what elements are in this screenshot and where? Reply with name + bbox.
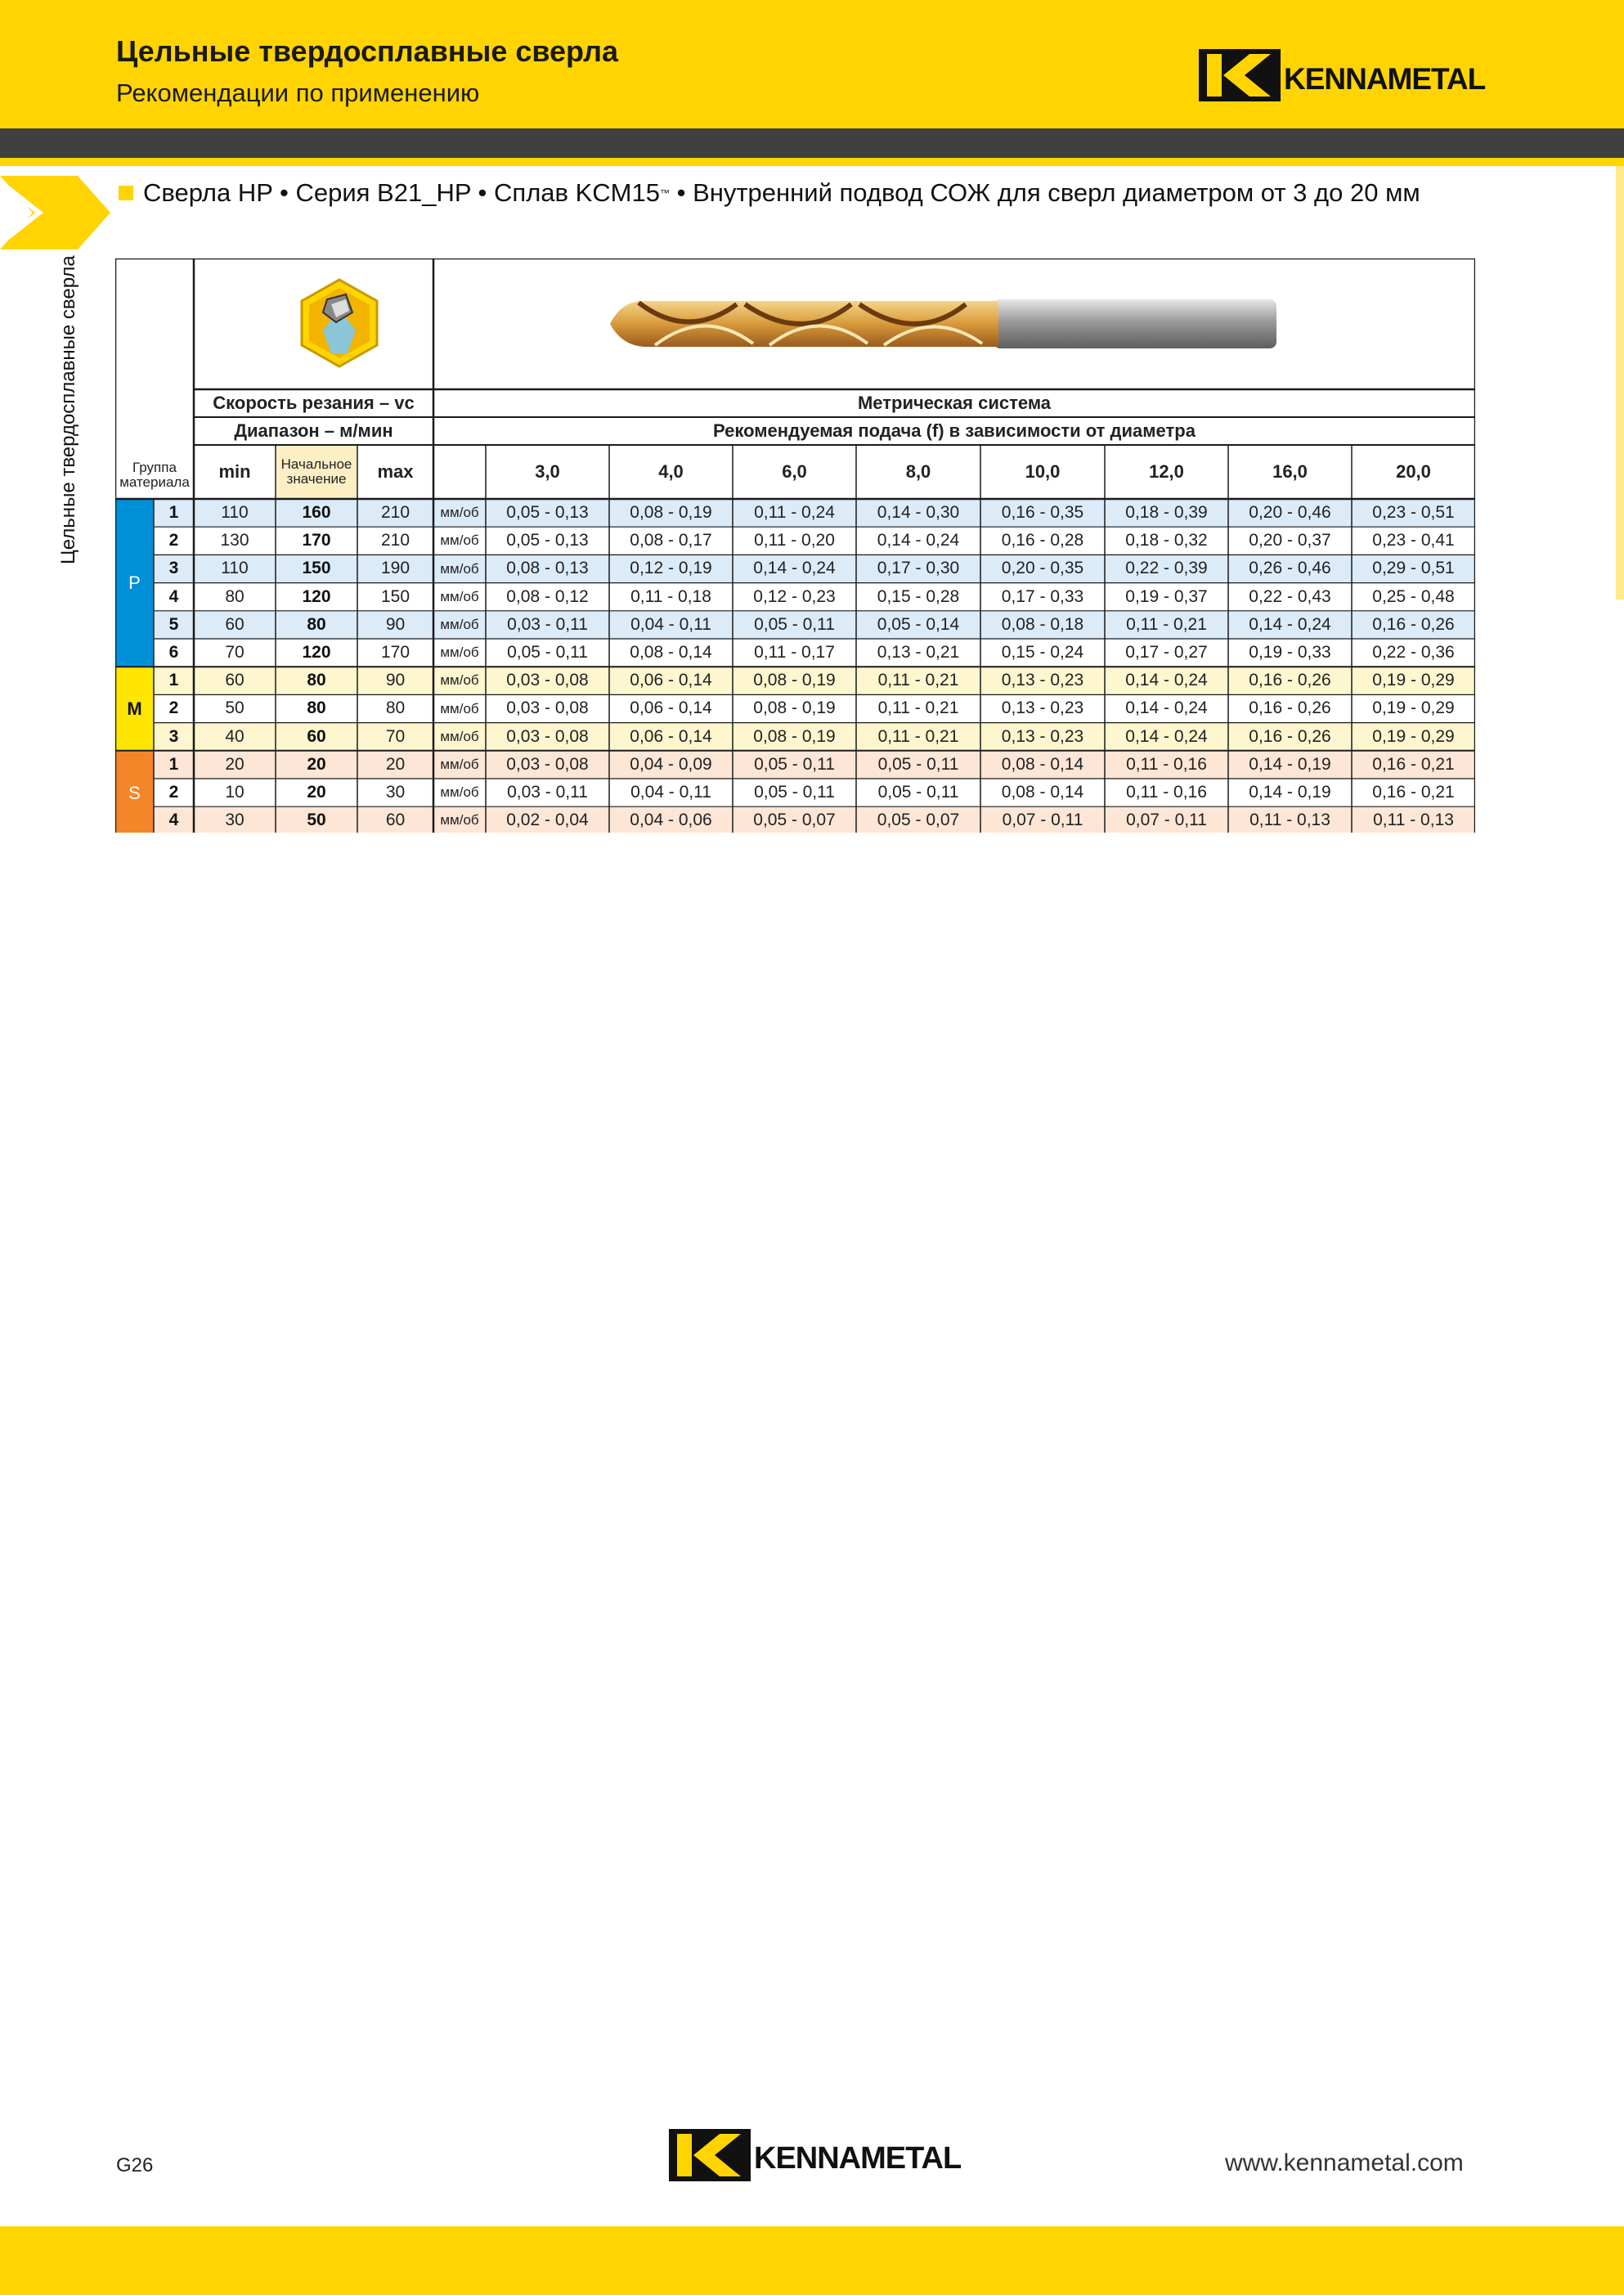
material-sub-number: 1 bbox=[168, 754, 179, 774]
speed-start: 80 bbox=[307, 614, 326, 634]
material-group-p: P bbox=[128, 573, 141, 594]
feed-speed-table bbox=[115, 258, 1475, 833]
feed-value: 0,22 - 0,43 bbox=[1249, 586, 1331, 606]
material-sub-number: 3 bbox=[168, 726, 179, 746]
feed-value: 0,25 - 0,48 bbox=[1372, 586, 1455, 606]
feed-value: 0,08 - 0,18 bbox=[1001, 614, 1084, 634]
feed-value: 0,16 - 0,28 bbox=[1001, 531, 1084, 550]
material-sub-number: 2 bbox=[168, 531, 179, 550]
unit-label: мм/об bbox=[440, 672, 479, 689]
col-max: max bbox=[377, 461, 414, 483]
feed-value: 0,13 - 0,21 bbox=[877, 643, 960, 662]
feed-value: 0,15 - 0,24 bbox=[1001, 643, 1084, 662]
feed-value: 0,13 - 0,23 bbox=[1001, 726, 1084, 746]
speed-max: 90 bbox=[385, 614, 406, 634]
kennametal-k-icon bbox=[669, 2129, 751, 2181]
speed-max: 60 bbox=[385, 811, 406, 830]
feed-value: 0,07 - 0,11 bbox=[1002, 811, 1083, 830]
feed-value: 0,16 - 0,26 bbox=[1249, 726, 1331, 746]
feed-value: 0,15 - 0,28 bbox=[877, 586, 960, 606]
unit-label: мм/об bbox=[440, 812, 479, 829]
material-group-m: M bbox=[127, 698, 142, 719]
material-sub-number: 2 bbox=[168, 698, 179, 718]
feed-value: 0,03 - 0,11 bbox=[507, 614, 588, 634]
speed-max: 190 bbox=[380, 559, 410, 578]
yellow-square-icon bbox=[119, 186, 133, 200]
metric-title: Метрическая система bbox=[857, 393, 1052, 414]
feed-value: 0,20 - 0,35 bbox=[1001, 559, 1084, 578]
feed-value: 0,04 - 0,09 bbox=[630, 754, 712, 774]
kennametal-logo-header bbox=[1199, 49, 1485, 101]
feed-value: 0,14 - 0,24 bbox=[1125, 671, 1208, 690]
material-sub-number: 5 bbox=[168, 614, 179, 634]
col-start: Начальное значение bbox=[280, 456, 352, 487]
speed-min: 40 bbox=[225, 726, 244, 746]
feed-value: 0,03 - 0,08 bbox=[506, 754, 589, 774]
feed-value: 0,18 - 0,32 bbox=[1125, 531, 1208, 550]
speed-start: 50 bbox=[307, 811, 326, 830]
material-sub-number: 4 bbox=[168, 586, 179, 606]
material-group-s: S bbox=[128, 782, 141, 803]
feed-value: 0,08 - 0,13 bbox=[506, 559, 589, 578]
right-edge-stripe bbox=[1616, 166, 1624, 600]
feed-value: 0,29 - 0,51 bbox=[1372, 559, 1455, 578]
feed-value: 0,05 - 0,11 bbox=[754, 783, 835, 802]
speed-max: 70 bbox=[385, 726, 406, 746]
footer-band bbox=[0, 2226, 1624, 2295]
feed-value: 0,08 - 0,19 bbox=[753, 726, 836, 746]
speed-max: 150 bbox=[380, 586, 410, 606]
speed-min: 70 bbox=[225, 643, 244, 662]
feed-value: 0,11 - 0,17 bbox=[754, 643, 835, 662]
speed-start: 60 bbox=[307, 726, 326, 746]
unit-label: мм/об bbox=[440, 756, 479, 772]
feed-value: 0,08 - 0,14 bbox=[630, 643, 712, 662]
section-title-main: Сверла HP • Серия B21_HP • Сплав KCM15 bbox=[143, 178, 660, 207]
feed-value: 0,11 - 0,16 bbox=[1126, 783, 1207, 802]
unit-label: мм/об bbox=[440, 700, 479, 716]
drill-image bbox=[610, 299, 1276, 348]
feed-value: 0,16 - 0,35 bbox=[1001, 503, 1084, 523]
kennametal-wordmark: KENNAMETAL bbox=[754, 2140, 962, 2176]
diameter-header: 20,0 bbox=[1396, 461, 1431, 483]
unit-label: мм/об bbox=[440, 532, 479, 549]
feed-value: 0,16 - 0,26 bbox=[1249, 671, 1331, 690]
feed-value: 0,23 - 0,51 bbox=[1372, 503, 1455, 523]
website-link[interactable]: www.kennametal.com bbox=[1225, 2149, 1464, 2176]
feed-value: 0,19 - 0,29 bbox=[1372, 698, 1455, 718]
speed-start: 20 bbox=[307, 754, 326, 774]
speed-max: 20 bbox=[385, 754, 406, 774]
feed-value: 0,26 - 0,46 bbox=[1249, 559, 1331, 578]
thin-yellow-band bbox=[0, 158, 1624, 166]
feed-value: 0,20 - 0,37 bbox=[1249, 531, 1331, 550]
feed-value: 0,20 - 0,46 bbox=[1249, 503, 1331, 523]
feed-value: 0,08 - 0,17 bbox=[630, 531, 712, 550]
feed-value: 0,13 - 0,23 bbox=[1001, 671, 1084, 690]
unit-label: мм/об bbox=[440, 644, 479, 661]
speed-min: 20 bbox=[225, 754, 244, 774]
diameter-header: 4,0 bbox=[658, 461, 684, 483]
feed-value: 0,06 - 0,14 bbox=[630, 671, 712, 690]
feed-value: 0,08 - 0,14 bbox=[1001, 754, 1084, 774]
material-sub-number: 1 bbox=[168, 671, 179, 690]
speed-min: 60 bbox=[225, 671, 244, 690]
feed-value: 0,06 - 0,14 bbox=[630, 726, 712, 746]
feed-value: 0,05 - 0,07 bbox=[753, 811, 836, 830]
feed-value: 0,07 - 0,11 bbox=[1126, 811, 1207, 830]
speed-start: 120 bbox=[302, 586, 331, 606]
speed-max: 210 bbox=[380, 503, 410, 523]
unit-label: мм/об bbox=[440, 505, 479, 521]
coolant-icon bbox=[302, 280, 377, 366]
speed-min: 60 bbox=[225, 614, 244, 634]
feed-value: 0,14 - 0,24 bbox=[1125, 726, 1208, 746]
feed-value: 0,11 - 0,18 bbox=[630, 586, 711, 606]
feed-value: 0,22 - 0,36 bbox=[1372, 643, 1455, 662]
section-title bbox=[119, 178, 1420, 208]
unit-label: мм/об bbox=[440, 588, 479, 604]
material-sub-number: 6 bbox=[168, 643, 179, 662]
speed-min: 110 bbox=[221, 503, 249, 523]
speed-max: 170 bbox=[380, 643, 410, 662]
feed-value: 0,19 - 0,29 bbox=[1372, 671, 1455, 690]
unit-label: мм/об bbox=[440, 728, 479, 744]
speed-start: 150 bbox=[302, 559, 331, 578]
feed-value: 0,05 - 0,14 bbox=[877, 614, 960, 634]
diameter-header: 10,0 bbox=[1025, 461, 1061, 483]
material-sub-number: 3 bbox=[168, 559, 179, 578]
diameter-header: 3,0 bbox=[535, 461, 560, 483]
side-label: Цельные твердосплавные сверла bbox=[57, 255, 79, 564]
speed-min: 80 bbox=[225, 586, 244, 606]
feed-value: 0,11 - 0,21 bbox=[1126, 614, 1207, 634]
speed-min: 30 bbox=[225, 811, 244, 830]
unit-label: мм/об bbox=[440, 616, 479, 632]
feed-title: Рекомендуемая подача (f) в зависимости от диаметра bbox=[713, 420, 1196, 442]
feed-value: 0,05 - 0,11 bbox=[877, 783, 959, 802]
page-number: G26 bbox=[116, 2154, 154, 2176]
speed-max: 210 bbox=[380, 531, 410, 550]
feed-value: 0,22 - 0,39 bbox=[1125, 559, 1208, 578]
feed-value: 0,12 - 0,23 bbox=[753, 586, 836, 606]
unit-label: мм/об bbox=[440, 560, 479, 577]
page-subtitle: Рекомендации по применению bbox=[116, 79, 480, 107]
feed-value: 0,19 - 0,33 bbox=[1249, 643, 1331, 662]
feed-value: 0,05 - 0,11 bbox=[754, 614, 835, 634]
feed-value: 0,18 - 0,39 bbox=[1125, 503, 1208, 523]
feed-value: 0,06 - 0,14 bbox=[630, 698, 712, 718]
feed-value: 0,03 - 0,08 bbox=[506, 671, 589, 690]
feed-value: 0,14 - 0,24 bbox=[1125, 698, 1208, 718]
feed-value: 0,16 - 0,26 bbox=[1249, 698, 1331, 718]
material-sub-number: 2 bbox=[168, 783, 179, 802]
feed-value: 0,19 - 0,37 bbox=[1125, 586, 1208, 606]
speed-min: 50 bbox=[225, 698, 244, 718]
diameter-header: 6,0 bbox=[782, 461, 807, 483]
trademark-mark: ™ bbox=[659, 187, 670, 199]
feed-value: 0,08 - 0,19 bbox=[630, 503, 712, 523]
speed-start: 80 bbox=[307, 698, 326, 718]
material-group-label: Группа материала bbox=[119, 460, 190, 490]
feed-value: 0,14 - 0,24 bbox=[1249, 614, 1331, 634]
speed-max: 90 bbox=[385, 671, 406, 690]
feed-value: 0,14 - 0,24 bbox=[753, 559, 836, 578]
feed-value: 0,14 - 0,19 bbox=[1249, 754, 1331, 774]
speed-start: 80 bbox=[307, 671, 326, 690]
feed-value: 0,14 - 0,24 bbox=[877, 531, 960, 550]
material-sub-number: 1 bbox=[168, 503, 179, 523]
feed-value: 0,05 - 0,07 bbox=[877, 811, 960, 830]
feed-value: 0,14 - 0,19 bbox=[1249, 783, 1331, 802]
feed-value: 0,02 - 0,04 bbox=[506, 811, 589, 830]
material-sub-number: 4 bbox=[168, 811, 179, 830]
speed-min: 110 bbox=[221, 559, 249, 578]
kennametal-k-icon bbox=[1199, 49, 1281, 101]
feed-value: 0,11 - 0,13 bbox=[1373, 811, 1454, 830]
feed-value: 0,14 - 0,30 bbox=[877, 503, 960, 523]
feed-value: 0,16 - 0,26 bbox=[1372, 614, 1455, 634]
kennametal-logo-footer bbox=[669, 2129, 961, 2181]
diameter-header: 12,0 bbox=[1149, 461, 1184, 483]
feed-value: 0,11 - 0,24 bbox=[754, 503, 835, 523]
feed-value: 0,04 - 0,06 bbox=[630, 811, 712, 830]
feed-value: 0,04 - 0,11 bbox=[630, 614, 711, 634]
dark-band bbox=[0, 128, 1624, 158]
feed-value: 0,03 - 0,08 bbox=[506, 726, 589, 746]
feed-value: 0,11 - 0,21 bbox=[877, 671, 959, 690]
speed-max: 80 bbox=[385, 698, 406, 718]
feed-value: 0,05 - 0,13 bbox=[506, 531, 589, 550]
feed-value: 0,17 - 0,27 bbox=[1125, 643, 1208, 662]
feed-value: 0,08 - 0,19 bbox=[753, 698, 836, 718]
feed-value: 0,17 - 0,33 bbox=[1001, 586, 1084, 606]
feed-value: 0,16 - 0,21 bbox=[1372, 783, 1455, 802]
header-band bbox=[0, 0, 1624, 128]
feed-value: 0,11 - 0,16 bbox=[1126, 754, 1207, 774]
feed-value: 0,11 - 0,21 bbox=[877, 698, 959, 718]
speed-min: 10 bbox=[225, 783, 244, 802]
feed-value: 0,16 - 0,21 bbox=[1372, 754, 1455, 774]
diameter-header: 8,0 bbox=[905, 461, 931, 483]
feed-value: 0,05 - 0,11 bbox=[754, 754, 835, 774]
feed-value: 0,11 - 0,13 bbox=[1249, 811, 1330, 830]
feed-value: 0,08 - 0,12 bbox=[506, 586, 589, 606]
feed-value: 0,05 - 0,13 bbox=[506, 503, 589, 523]
feed-value: 0,13 - 0,23 bbox=[1001, 698, 1084, 718]
page-title: Цельные твердосплавные сверла bbox=[116, 34, 619, 68]
section-chevron-icon bbox=[0, 176, 114, 249]
feed-value: 0,08 - 0,19 bbox=[753, 671, 836, 690]
col-min: min bbox=[218, 461, 251, 483]
feed-value: 0,12 - 0,19 bbox=[630, 559, 712, 578]
feed-value: 0,03 - 0,11 bbox=[507, 783, 588, 802]
diameter-header: 16,0 bbox=[1272, 461, 1308, 483]
feed-value: 0,11 - 0,20 bbox=[754, 531, 835, 550]
speed-title: Скорость резания – vc bbox=[213, 393, 415, 414]
speed-start: 20 bbox=[307, 783, 326, 802]
feed-value: 0,05 - 0,11 bbox=[877, 754, 959, 774]
feed-value: 0,08 - 0,14 bbox=[1001, 783, 1084, 802]
kennametal-wordmark: KENNAMETAL bbox=[1284, 62, 1486, 96]
feed-value: 0,17 - 0,30 bbox=[877, 559, 960, 578]
speed-start: 160 bbox=[302, 503, 331, 523]
feed-value: 0,03 - 0,08 bbox=[506, 698, 589, 718]
feed-value: 0,23 - 0,41 bbox=[1372, 531, 1455, 550]
feed-value: 0,05 - 0,11 bbox=[507, 643, 588, 662]
speed-range: Диапазон – м/мин bbox=[234, 420, 393, 442]
feed-value: 0,19 - 0,29 bbox=[1372, 726, 1455, 746]
feed-value: 0,04 - 0,11 bbox=[630, 783, 711, 802]
section-title-tail: • Внутренний подвод СОЖ для сверл диаметром от 3 до 20 мм bbox=[669, 178, 1420, 207]
unit-label: мм/об bbox=[440, 784, 479, 801]
speed-start: 120 bbox=[302, 643, 331, 662]
speed-max: 30 bbox=[385, 783, 406, 802]
speed-min: 130 bbox=[220, 531, 249, 550]
feed-value: 0,11 - 0,21 bbox=[877, 726, 959, 746]
speed-start: 170 bbox=[302, 531, 331, 550]
